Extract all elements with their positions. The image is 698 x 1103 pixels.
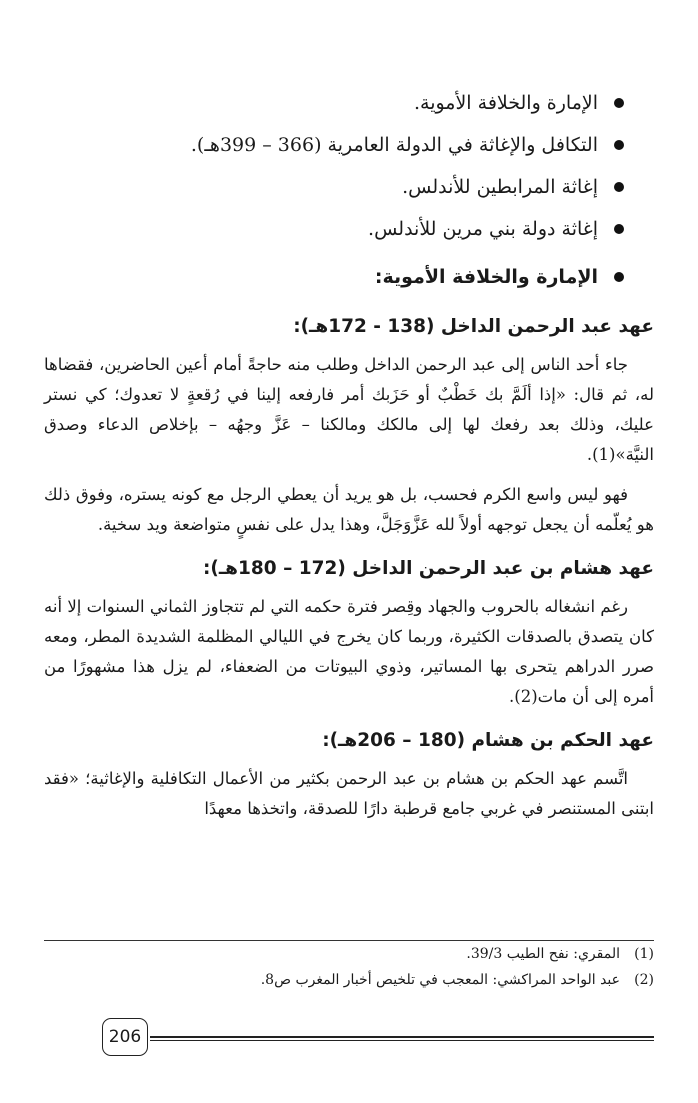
era-heading-hisham: عهد هشام بن عبد الرحمن الداخل (172 – 180هـ):: [202, 558, 654, 579]
page-footer: [44, 1018, 654, 1058]
list-item: التكافل والإغاثة في الدولة العامرية (366 – 399هـ).: [44, 124, 624, 166]
list-item: الإمارة والخلافة الأموية.: [44, 82, 624, 124]
topic-list: [44, 82, 654, 250]
footnotes: [44, 940, 654, 993]
list-item: إغاثة المرابطين للأندلس.: [44, 166, 624, 208]
era-heading-hakam: عهد الحكم بن هشام (180 – 206هـ):: [322, 730, 654, 751]
page-number: 206: [102, 1018, 148, 1056]
footer-rule: [150, 1036, 654, 1038]
footnote: [44, 941, 654, 967]
footnote-number: (1): [634, 946, 654, 962]
paragraph: جاء أحد الناس إلى عبد الرحمن الداخل وطلب منه حاجةً أمام أعين الحاضرين، فقضاها له، ثم قال: «إذا ألَمَّ بك خَطْبٌ أو حَزَبك أمر فارفعه إلينا في رُقعةٍ لا تعدوك؛ كي نستر عليك، وذلك بعد رفعك لها إلى مالكك ومالكنا – عَزَّ وجهُه – بإخلاص الدعاء وصدق النيَّة»(1).: [44, 355, 654, 464]
footnote: [44, 967, 654, 993]
main-text: [44, 82, 654, 834]
era-heading-abd-al-rahman: عهد عبد الرحمن الداخل (138 - 172هـ):: [293, 316, 654, 337]
footnote-text: عبد الواحد المراكشي: المعجب في تلخيص أخبار المغرب ص8.: [260, 972, 620, 988]
paragraph: اتَّسم عهد الحكم بن هشام بن عبد الرحمن بكثير من الأعمال التكافلية والإغاثية؛ «فقد ابتنى المستنصر في غربي جامع قرطبة دارًا للصدقة، واتخذها معهدًا: [44, 769, 654, 818]
paragraph: رغم انشغاله بالحروب والجهاد وقِصر فترة حكمه التي لم تتجاوز الثماني السنوات إلا أنه كان يتصدق بالصدقات الكثيرة، وربما كان يخرج في الليالي المظلمة الشديدة المطر، ومعه صرر الدراهم يتحرى بها المساتير، وذوي البيوتات من الضعفاء، لم يزل هذا مشهورًا من أمره إلى أن مات(2).: [44, 597, 654, 706]
footnote-text: المقري: نفح الطيب 39/3.: [466, 946, 620, 962]
footnote-number: (2): [634, 972, 654, 988]
section-title: الإمارة والخلافة الأموية:: [44, 256, 624, 298]
footer-rule: [150, 1040, 654, 1041]
paragraph: فهو ليس واسع الكرم فحسب، بل هو يريد أن يعطي الرجل مع كونه يستره، وفوق ذلك هو يُعلّمه أن يجعل توجهه أولاً لله عَزَّوَجَلَّ، وهذا يدل على نفسٍ متواضعة ويد سخية.: [44, 485, 654, 534]
list-item: إغاثة دولة بني مرين للأندلس.: [44, 208, 624, 250]
